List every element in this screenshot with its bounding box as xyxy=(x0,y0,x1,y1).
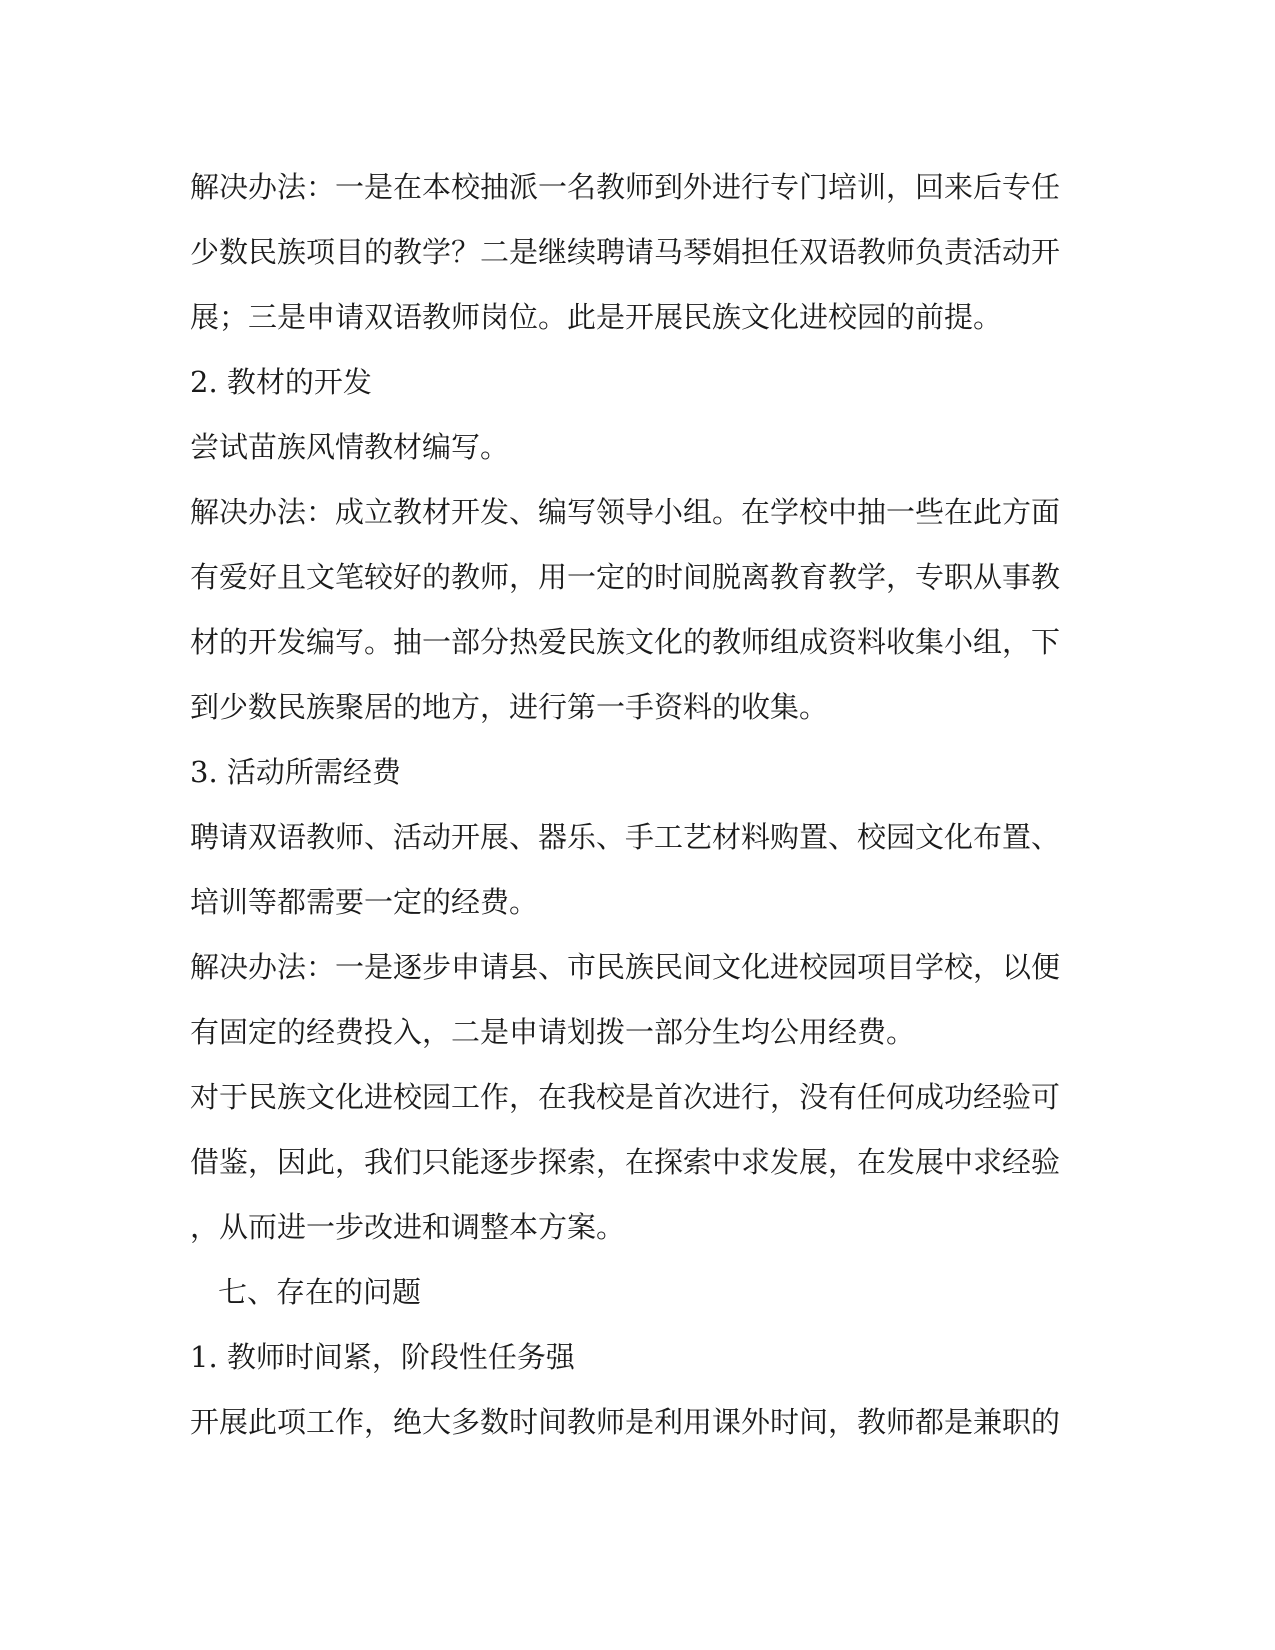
paragraph-line: 尝试苗族风情教材编写。 xyxy=(190,430,510,464)
paragraph-line: 解决办法：成立教材开发、编写领导小组。在学校中抽一些在此方面 xyxy=(190,495,1061,529)
paragraph-line: 聘请双语教师、活动开展、器乐、手工艺材料购置、校园文化布置、 xyxy=(190,820,1061,854)
paragraph-line: 展；三是申请双语教师岗位。此是开展民族文化进校园的前提。 xyxy=(190,300,1003,334)
paragraph-line: 开展此项工作，绝大多数时间教师是利用课外时间，教师都是兼职的 xyxy=(190,1405,1061,1439)
chapter-heading: 七、存在的问题 xyxy=(218,1275,422,1309)
paragraph-line: 解决办法：一是在本校抽派一名教师到外进行专门培训，回来后专任 xyxy=(190,170,1061,204)
section-heading: 1. 教师时间紧，阶段性任务强 xyxy=(190,1340,575,1374)
paragraph-line: 到少数民族聚居的地方，进行第一手资料的收集。 xyxy=(190,690,829,724)
section-heading: 2. 教材的开发 xyxy=(190,365,372,399)
paragraph-line: 有爱好且文笔较好的教师，用一定的时间脱离教育教学，专职从事教 xyxy=(190,560,1061,594)
paragraph-line: 对于民族文化进校园工作，在我校是首次进行，没有任何成功经验可 xyxy=(190,1080,1061,1114)
paragraph-line: ，从而进一步改进和调整本方案。 xyxy=(190,1210,626,1244)
paragraph-line: 有固定的经费投入，二是申请划拨一部分生均公用经费。 xyxy=(190,1015,916,1049)
paragraph-line: 借鉴，因此，我们只能逐步探索，在探索中求发展，在发展中求经验 xyxy=(190,1145,1061,1179)
paragraph-line: 培训等都需要一定的经费。 xyxy=(190,885,539,919)
paragraph-line: 解决办法：一是逐步申请县、市民族民间文化进校园项目学校，以便 xyxy=(190,950,1061,984)
section-heading: 3. 活动所需经费 xyxy=(190,755,401,789)
paragraph-line: 材的开发编写。抽一部分热爱民族文化的教师组成资料收集小组，下 xyxy=(190,625,1061,659)
paragraph-line: 少数民族项目的教学？二是继续聘请马琴娟担任双语教师负责活动开 xyxy=(190,235,1061,269)
